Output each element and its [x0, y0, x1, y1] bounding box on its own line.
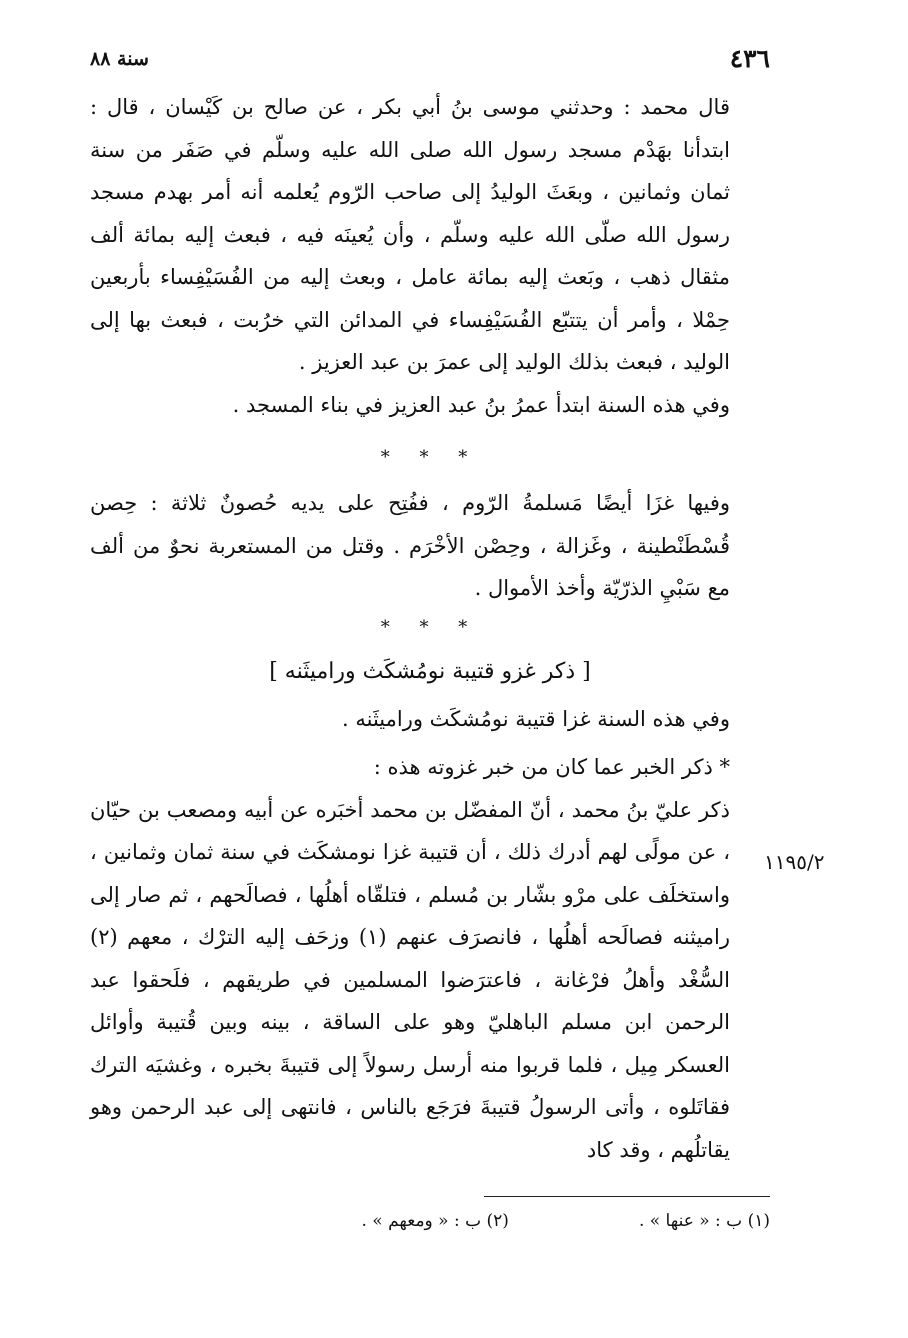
footnotes: [90, 1208, 770, 1234]
footnote-2: (٢) ب : « ومعهم » .: [361, 1211, 509, 1231]
section-separator: * * *: [380, 447, 480, 468]
paragraph-qutayba-account: ذكر عليّ بنُ محمد ، أنّ المفضّل بن محمد أخبَره عن أبيه ومصعب بن حيّان ، عن مولًى لهم أدرك ذلك ، أن قتيبة غزا نومشكَث في سنة ثمان وثمانين ، واستخلَف على مرْو بشّار بن مُسلم ، فتلقّاه أهلُها ، فصالَحهم ، ثم صار إلى راميثنه فصالَحه أهلُها ، فانصرَف عنهم (١) وزحَف إليه الترْك ، معهم (٢) السُّغْد وأهلُ فرْغانة ، فاعترَضوا المسلمين في طريقهم ، فلَحقوا عبد الرحمن ابن مسلم الباهليّ وهو على الساقة ، بينه وبين قُتيبة وأوائل العسكر مِيل ، فلما قربوا منه أرسل رسولاً إلى قتيبةَ بخبره ، وغشيَه الترك فقاتَلوه ، وأتى الرسولُ قتيبةَ فرَجَع بالناس ، فانتهى إلى عبد الرحمن وهو يقاتلُهم ، وقد كاد: [90, 797, 730, 1162]
paragraph-maslama-raid: وفيها غزَا أيضًا مَسلمةُ الرّوم ، ففُتِح على يديه حُصونٌ ثلاثة : حِصن قُسْطَنْطينة ، وغَزالة ، وحِصْن الأخْرَم . وقتل من المستعربة نحوٌ من ألف مع سَبْيِ الذرّيّة وأخذ الأموال .: [90, 491, 730, 600]
section-separator: * * *: [380, 616, 480, 638]
paragraph-qutayba-intro: وفي هذه السنة غزا قتيبة نومُشكَث وراميثَنه .: [342, 706, 730, 731]
subheading-account: * ذكر الخبر عما كان من خبر غزوته هذه :: [373, 755, 730, 779]
footnote-divider: [484, 1196, 770, 1197]
page-header: [90, 44, 770, 78]
page-number: ٤٣٦: [729, 44, 770, 73]
section-title: [ ذكر غزو قتيبة نومُشكَث وراميثَنه ]: [269, 658, 591, 684]
main-text: [90, 86, 770, 1171]
running-head: سنة ٨٨: [90, 48, 149, 70]
paragraph-mosque-demolition: قال محمد : وحدثني موسى بنُ أبي بكر ، عن صالح بن كَيْسان ، قال : ابتدأنا بهَدْم مسجد رسول الله صلى الله عليه وسلّم في صَفَر من سنة ثمان وثمانين ، وبعَثَ الوليدُ إلى صاحب الرّوم يُعلمه أنه أمر بهدم مسجد رسول الله صلّى الله عليه وسلّم ، وأن يُعينَه فيه ، فبعث إليه بمائة ألف مثقال ذهب ، وبَعث إليه بمائة عامل ، وبعث إليه من الفُسَيْفِساء بأربعين حِمْلا ، وأمر أن يتتبّع الفُسَيْفِساء في المدائن التي خرُبت ، فبعث بها إلى الوليد ، فبعث بذلك الوليد إلى عمرَ بن عبد العزيز .: [90, 95, 731, 374]
footnote-1: (١) ب : « عنها » .: [638, 1211, 770, 1231]
marginal-reference: ١١٩٥/٢: [764, 850, 825, 874]
paragraph-mosque-building: وفي هذه السنة ابتدأ عمرُ بنُ عبد العزيز في بناء المسجد .: [232, 392, 730, 417]
